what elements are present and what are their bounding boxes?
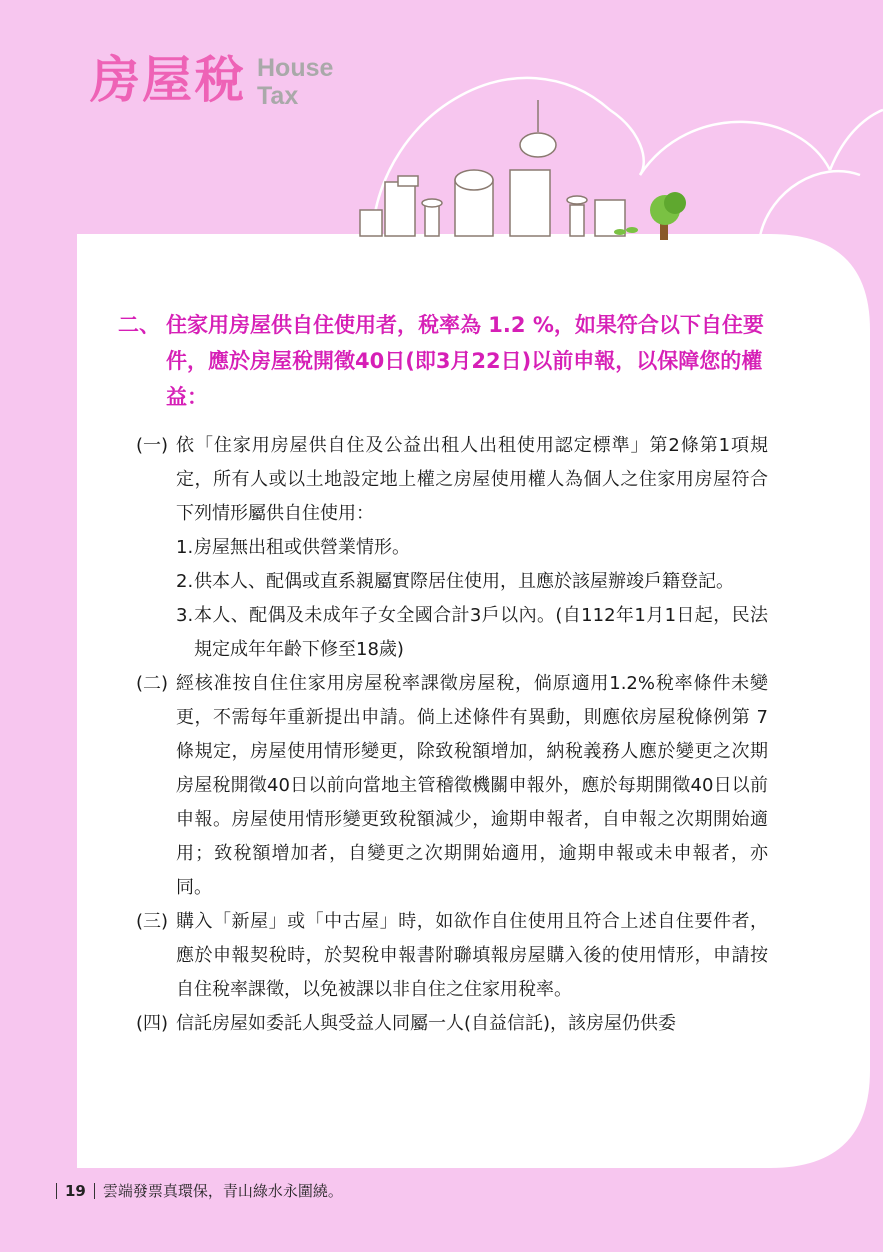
sub-item xyxy=(176,599,768,667)
section-heading-text: 住家用房屋供自住使用者，稅率為 1.2 %，如果符合以下自住要件，應於房屋稅開徵40日(即3月22日)以前申報，以保障您的權益： xyxy=(166,313,764,409)
item-label: (二) xyxy=(136,673,169,694)
item-label: (四) xyxy=(136,1013,169,1034)
item-text: 購入「新屋」或「中古屋」時，如欲作自住使用且符合上述自住要件者，應於申報契稅時，於契稅申報書附聯填報房屋購入後的使用情形，申請按自住稅率課徵，以免被課以非自住之住家用稅率。 xyxy=(176,911,768,1000)
section-heading xyxy=(118,307,778,415)
sub-item-number: 2. xyxy=(176,571,194,592)
page-title-english xyxy=(257,54,333,110)
sub-item-text: 供本人、配偶或直系親屬實際居住使用，且應於該屋辦竣戶籍登記。 xyxy=(194,571,734,592)
city-skyline-art xyxy=(360,100,625,236)
title-english-line1: House xyxy=(257,54,334,82)
sub-item xyxy=(176,531,768,565)
sub-item-text: 本人、配偶及未成年子女全國合計3戶以內。(自112年1月1日起，民法規定成年年齡下修至18歲) xyxy=(194,605,768,660)
footer-slogan: 雲端發票真環保，青山綠水永圍繞。 xyxy=(102,1182,343,1200)
sub-item-number: 3. xyxy=(176,605,194,626)
main-content xyxy=(118,307,778,1041)
page-title: 房屋稅 xyxy=(90,51,246,109)
item-list xyxy=(118,429,778,1041)
list-item xyxy=(136,905,768,1007)
sub-item xyxy=(176,565,768,599)
item-label: (一) xyxy=(136,435,169,456)
list-item xyxy=(136,1007,768,1041)
item-text: 經核准按自住住家用房屋稅率課徵房屋稅，倘原適用1.2%稅率條件未變更，不需每年重新提出申請。倘上述條件有異動，則應依房屋稅條例第 7 條規定，房屋使用情形變更，除致稅額增加，納稅義務人應於變更之次期房屋稅開徵40日以前向當地主管稽徵機關申報外，應於每期開徵40日以前申報。房屋使用情形變更致稅額減少，逾期申報者，自申報之次期開始適用；致稅額增加者，自變更之次期開始適用，逾期申報或未申報者，亦同。 xyxy=(176,673,768,898)
title-english-line2: Tax xyxy=(257,82,299,110)
sub-item-number: 1. xyxy=(176,537,194,558)
list-item xyxy=(136,429,768,667)
page-footer xyxy=(48,1180,343,1202)
page-number: 19 xyxy=(65,1182,86,1200)
cloud-outline-art xyxy=(372,78,883,236)
item-text: 信託房屋如委託人與受益人同屬一人(自益信託)，該房屋仍供委 xyxy=(176,1013,677,1034)
footer-divider xyxy=(94,1183,95,1199)
item-text: 依「住家用房屋供自住及公益出租人出租使用認定標準」第2條第1項規定，所有人或以土地設定地上權之房屋使用權人為個人之住家用房屋符合下列情形屬供自住使用： xyxy=(176,435,768,524)
sub-item-text: 房屋無出租或供營業情形。 xyxy=(194,537,410,558)
item-label: (三) xyxy=(136,911,169,932)
section-number: 二、 xyxy=(118,313,160,337)
footer-divider xyxy=(56,1183,57,1199)
list-item xyxy=(136,667,768,905)
tree-icon xyxy=(650,192,686,240)
